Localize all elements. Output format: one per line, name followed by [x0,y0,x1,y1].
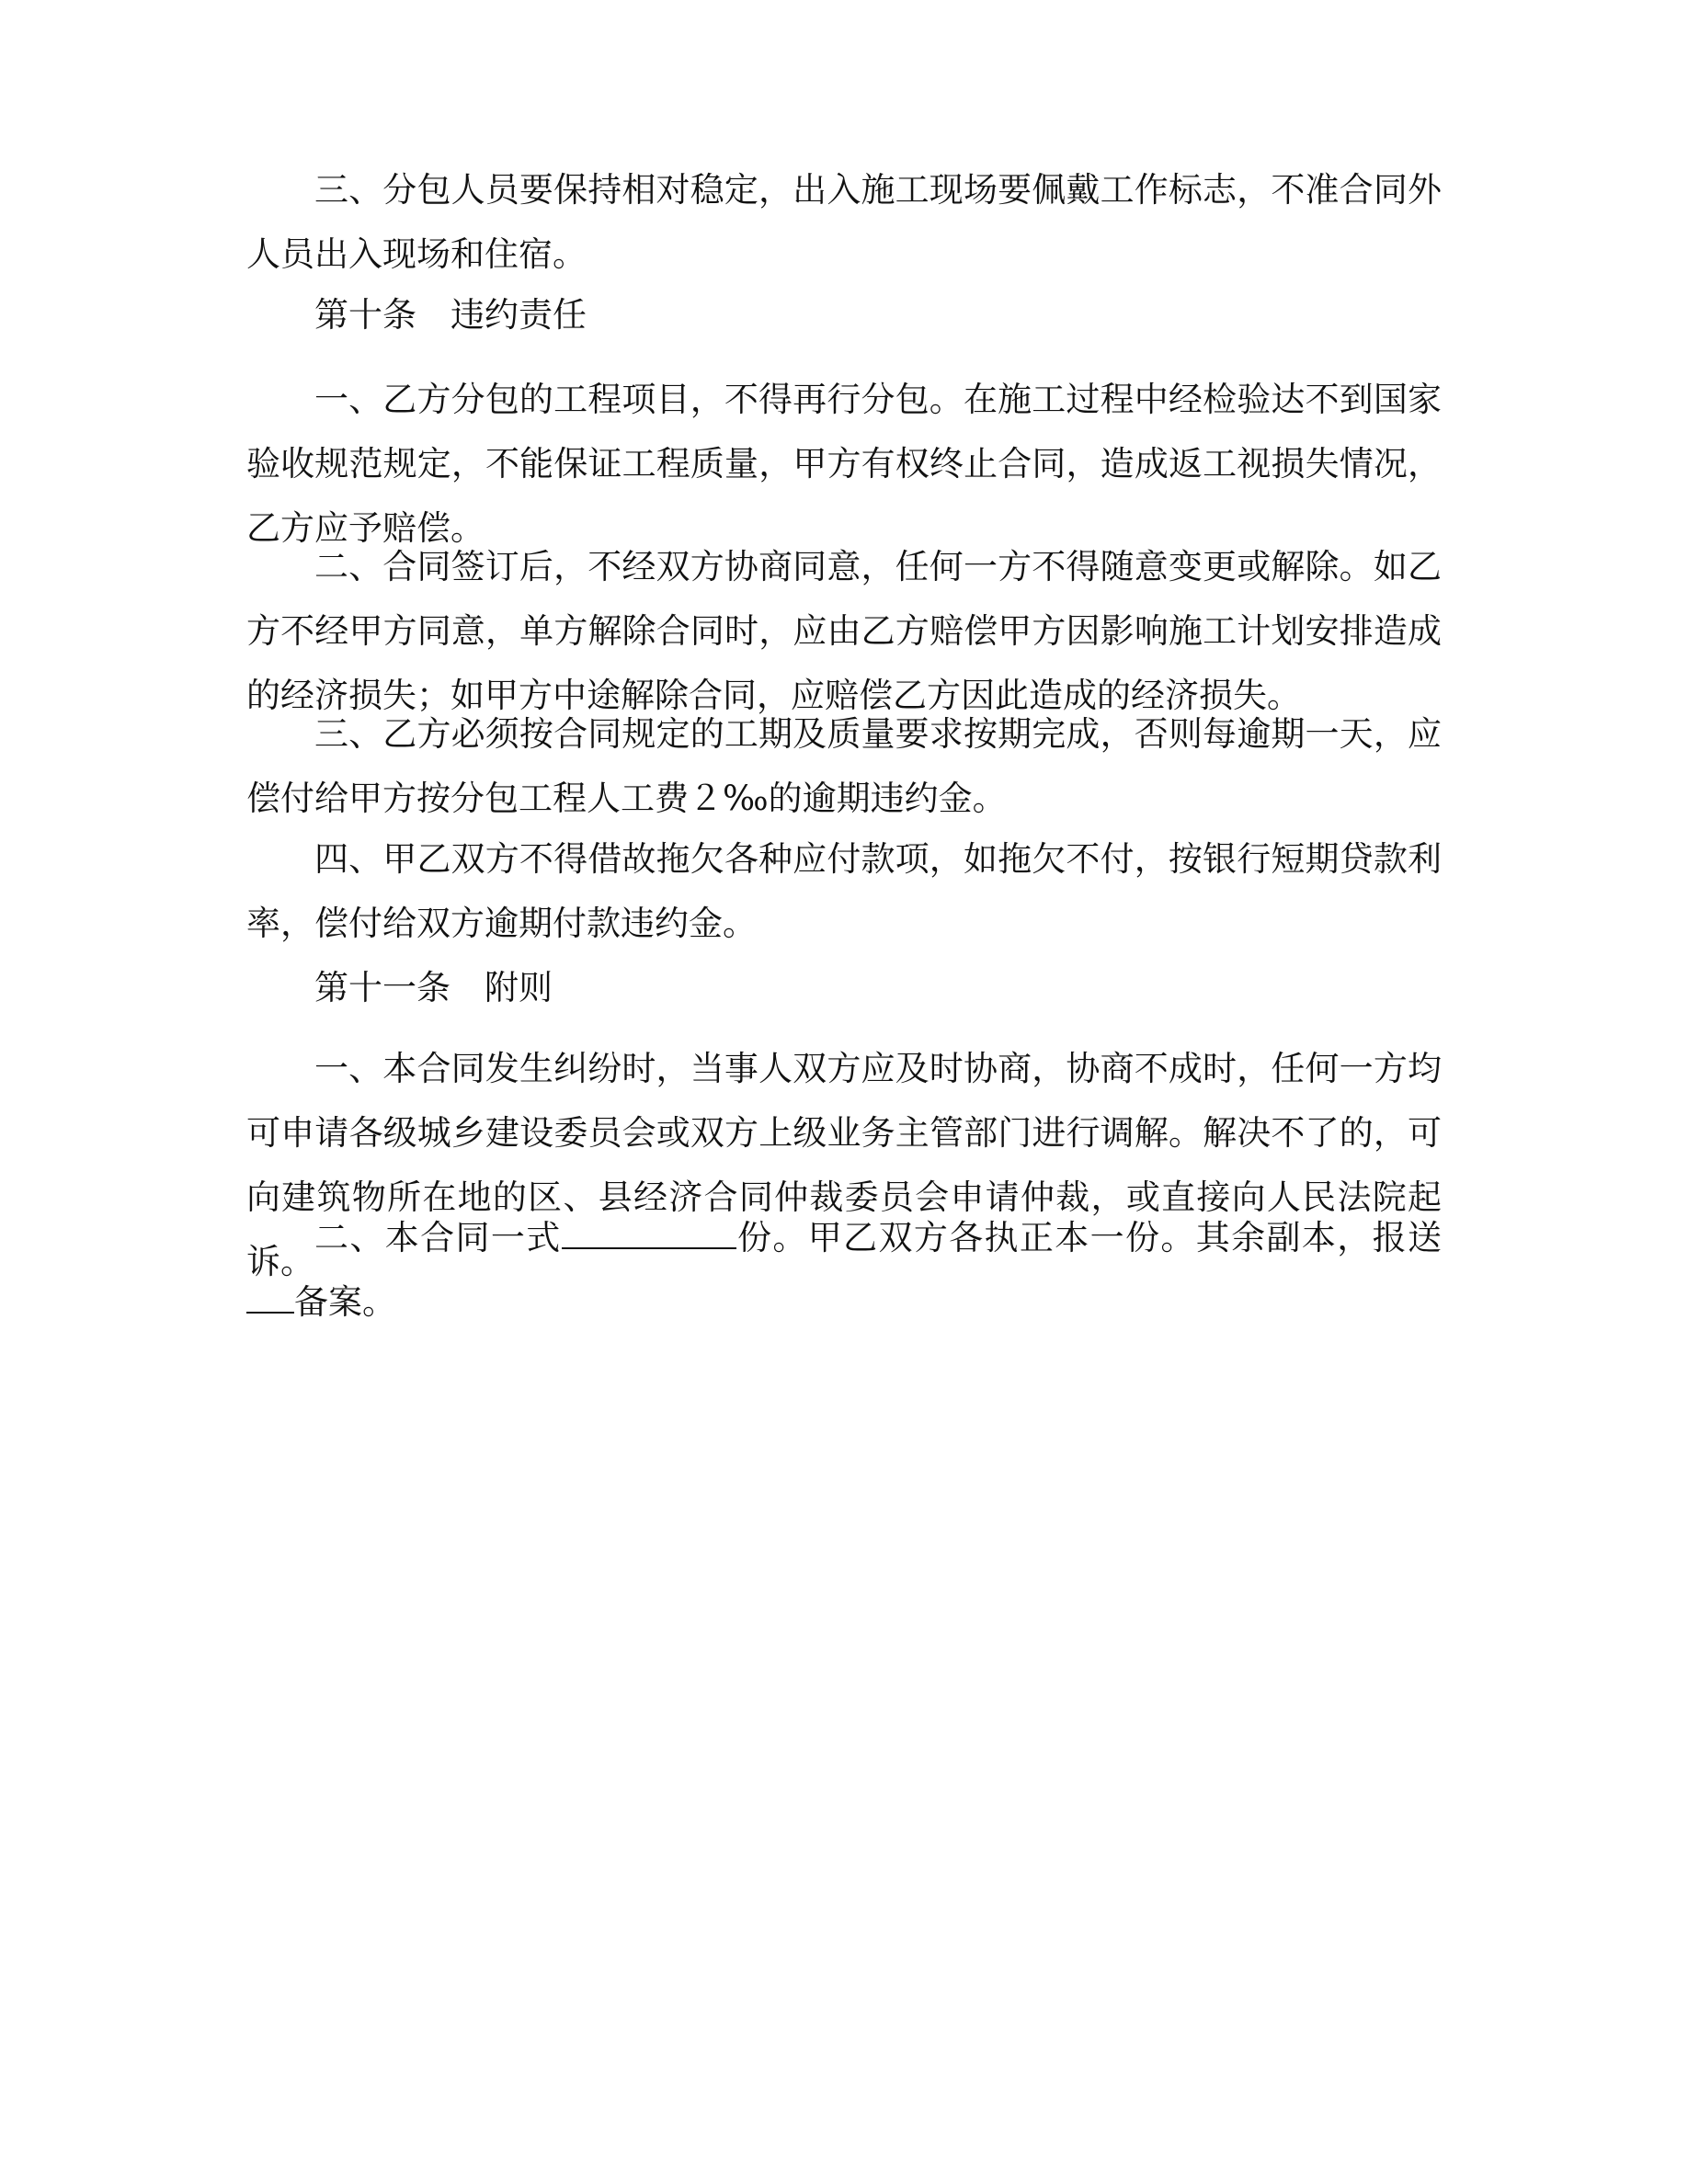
clause-9-item-3: 三、分包人员要保持相对稳定，出入施工现场要佩戴工作标志，不准合同外人员出入现场和住宿。 [246,170,1442,274]
report-to-blank [246,1275,294,1314]
clause-11-item-1: 一、本合同发生纠纷时，当事人双方应及时协商，协商不成时，任何一方均可申请各级城乡建设委员会或双方上级业务主管部门进行调解。解决不了的，可向建筑物所在地的区、县经济合同仲裁委员会申请仲裁，或直接向人民法院起诉。 [246,1049,1442,1281]
article-11-heading: 第十一条 附则 [314,968,553,1007]
clause-11-item-2-text-c: 备案。 [294,1282,396,1322]
clause-11-item-2-text-b: 份。甲乙双方各执正本一份。其余副本，报送 [736,1218,1442,1257]
clause-10-item-2: 二、合同签订后，不经双方协商同意，任何一方不得随意变更或解除。如乙方不经甲方同意，单方解除合同时，应由乙方赔偿甲方因影响施工计划安排造成的经济损失；如甲方中途解除合同，应赔偿乙方因此造成的经济损失。 [246,547,1442,715]
clause-11-item-2-text-a: 二、本合同一式 [314,1218,562,1257]
copies-blank [562,1211,736,1249]
clause-10-item-4: 四、甲乙双方不得借故拖欠各种应付款项，如拖欠不付，按银行短期贷款利率，偿付给双方逾期付款违约金。 [246,839,1442,943]
clause-10-item-3: 三、乙方必须按合同规定的工期及质量要求按期完成，否则每逾期一天，应偿付给甲方按分包工程人工费２‰的逾期违约金。 [246,714,1442,818]
article-10-heading: 第十条 违约责任 [314,295,587,335]
clause-11-item-2 [246,1206,1442,1335]
clause-10-item-1: 一、乙方分包的工程项目，不得再行分包。在施工过程中经检验达不到国家验收规范规定，不能保证工程质量，甲方有权终止合同，造成返工视损失情况，乙方应予赔偿。 [246,380,1442,548]
